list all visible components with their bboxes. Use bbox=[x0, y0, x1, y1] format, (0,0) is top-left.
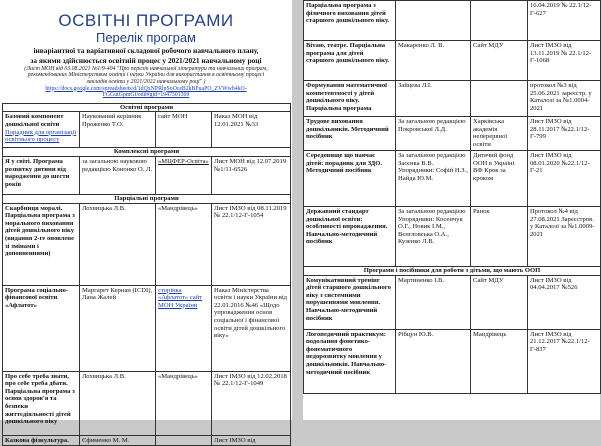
approval-cell: 16.04.2019 № 22.1/12-Г-627 bbox=[528, 1, 601, 41]
author-cell: Макаренко Л. В. bbox=[396, 41, 471, 81]
publisher-link[interactable]: сторінка «Афлатот» сайт МОН України bbox=[156, 285, 212, 371]
program-name-cell bbox=[3, 112, 80, 148]
program-guide-link[interactable]: Порадник для організації освітнього процесу bbox=[5, 128, 77, 144]
author-cell: За загальною редакцією Засєнка В.В. Упорядники: Софій Н.З., Найда Ю.М. bbox=[396, 151, 471, 207]
author-cell: Мартиненко І.В. bbox=[396, 275, 471, 329]
section-partial-programs: Парціальні програми bbox=[3, 194, 291, 203]
approval-cell: Лист ІМЗО від 13.11.2019 № 22.1/12-Г-1068 bbox=[528, 41, 601, 81]
table-row bbox=[304, 275, 601, 329]
table-row bbox=[3, 371, 291, 435]
publisher-cell bbox=[471, 1, 528, 41]
publisher-cell: «МЦФЕР-Освіта» bbox=[156, 156, 212, 194]
approval-cell: протокол №3 від 25.06.2021 зареєстр. у Каталозі за №1.0004-2021 bbox=[528, 81, 601, 117]
table-row bbox=[304, 151, 601, 207]
publisher-cell bbox=[156, 435, 212, 446]
publisher-cell: «Мандрівець» bbox=[156, 371, 212, 435]
table-row bbox=[304, 117, 601, 151]
publisher-cell: «Мандрівець» bbox=[156, 203, 212, 285]
table-row bbox=[3, 285, 291, 371]
approval-cell: Лист МОН від 12.07.2019 №1/11-6526 bbox=[212, 156, 291, 194]
description-line-1: інваріантної та варіативної складової робочого навчального плану, bbox=[33, 46, 259, 55]
publisher-cell: Сайт МДУ bbox=[471, 41, 528, 81]
program-name-cell: Середовище що навчає дітей: порадник для ЗДО. Методичний посібник bbox=[304, 151, 396, 207]
publisher-cell: Ранок bbox=[471, 207, 528, 267]
program-name-cell: Комунікативний тренінг дітей старшого дошкільного віку з системними порушеннями мовлення. Навчально-методичний посібник bbox=[304, 275, 396, 329]
section-header-row bbox=[304, 267, 601, 276]
letter-reference-3: закладів освіти у 2021/2022 навчальному році" ) bbox=[86, 79, 206, 85]
publisher-cell: Сайт МДУ bbox=[471, 275, 528, 329]
table-row bbox=[3, 435, 291, 446]
spreadsheet-link[interactable]: https://docs.google.com/spreadsheets/d/1dQxNPRlpSoOceB2kBFuaPO_ZVWwh4kO-FGGutGpmGf/edit#gid=1947501369 bbox=[45, 85, 247, 99]
program-name-cell: Казкова фізкультура. bbox=[3, 435, 80, 446]
program-name-cell: Трудове виховання дошкільників. Методичний посібник bbox=[304, 117, 396, 151]
table-row bbox=[3, 112, 291, 148]
letter-reference-2: рекомендованих Міністерством освіти і науки України для використання в освітньому процесі bbox=[27, 72, 265, 79]
author-cell: Наукований керівник Проженко Т.О. bbox=[80, 112, 156, 148]
program-name-cell: Скарбниця моралі. Парціальна програма з морального виховання дітей дошкільного віку (видання 2-ге оновлене зі змінами і доповненнями) bbox=[3, 203, 80, 285]
section-header-row bbox=[3, 194, 291, 203]
document-subtitle: Перелік програм bbox=[95, 30, 196, 45]
program-name-cell: Логопедичний практикум: подолання фонетико-фонематичного недорозвитку мовлення у дошкільників. Навчально-методичний посібник bbox=[304, 329, 396, 393]
document-page-left bbox=[0, 0, 292, 444]
programs-table-right bbox=[303, 0, 601, 394]
document-header bbox=[0, 0, 292, 99]
description-line-2: за якими здійснюється освітній процес у 2021/2021 навчальному році bbox=[30, 56, 262, 66]
approval-cell: Лист ІМЗО від 28.11.2017 №22.1/12-Г-799 bbox=[528, 117, 601, 151]
section-header-row bbox=[3, 103, 291, 112]
approval-cell: Лист ІМЗО від 04.04.2017 №526 bbox=[528, 275, 601, 329]
document-title: ОСВІТНІ ПРОГРАМИ bbox=[58, 11, 234, 30]
approval-cell: Лист ІМЗО від 12.02.2018 № 22.1/12-Г-1049 bbox=[212, 371, 291, 435]
author-cell: Маргарет Кернан (ICDI), Лана Жалей bbox=[80, 285, 156, 371]
approval-cell: Лист ІМЗО від 08.01.2020 №22.1/12-Г-21 bbox=[528, 151, 601, 207]
document-page-right bbox=[303, 0, 600, 420]
author-cell: Лохвицька Л.В. bbox=[80, 371, 156, 435]
table-row bbox=[304, 41, 601, 81]
program-name-cell: Парціальна програма з фізичного виховання дітей старшого дошкільного віку. bbox=[304, 1, 396, 41]
approval-cell: Наказ Міністерства освіти і науки України від 22.01.2016 №46 «Щодо упровадження основ соціальної і фінансової освіти дітей дошкільного віку» bbox=[212, 285, 291, 371]
letter-reference-1: (Лист МОН від 03.08.2021 №1/9-404 "Про перелік навчальної літератури та навчальних програм, bbox=[24, 65, 268, 72]
section-header-row bbox=[3, 148, 291, 157]
program-name-cell: Про себе треба знати, про себе треба дбати. Парціальна програма з основ здоров'я та безпеки життєдіяльності дітей дошкільного віку bbox=[3, 371, 80, 435]
approval-cell: Наказ МОН від 12.01.2021 №33 bbox=[212, 112, 291, 148]
section-educational-programs: Освітні програми bbox=[3, 103, 291, 112]
program-name-cell: Державний стандарт дошкільної освіти: особливості впровадження. Навчально-методичний посібник bbox=[304, 207, 396, 267]
author-cell: За загальною редакцією Покровської Л.Д. bbox=[396, 117, 471, 151]
table-row bbox=[304, 329, 601, 393]
program-name-cell: Програма соціально-фінансової освіти «Афлатот» bbox=[3, 285, 80, 371]
author-cell: Рібцун Ю.В. bbox=[396, 329, 471, 393]
program-name-cell: Вітаю, театре. Парціальна програма для дітей старшого дошкільного віку. bbox=[304, 41, 396, 81]
publisher-cell: сайт МОН bbox=[156, 112, 212, 148]
publisher-cell: Харківська академія неперервної освіти bbox=[471, 117, 528, 151]
section-special-needs: Програми і посібники для роботи з дітьми, що мають ООП bbox=[304, 267, 601, 276]
author-cell: Єфименко М. М. bbox=[80, 435, 156, 446]
table-row bbox=[3, 156, 291, 194]
approval-cell: Протокол №4 від 27.08.2021 Зареєстров. у Каталозі за №1.0009-2021 bbox=[528, 207, 601, 267]
approval-cell: Лист ІМЗО від bbox=[212, 435, 291, 446]
publisher-cell: Мандрівець bbox=[471, 329, 528, 393]
program-name-cell: Формування математичної компетентності у дітей дошкільного віку. Парціальна програма bbox=[304, 81, 396, 117]
publisher-cell: Дитячий фонд ООН в Україні ВФ Крок за кроком bbox=[471, 151, 528, 207]
program-name: Базовий компонент дошкільної освіти bbox=[5, 113, 64, 128]
author-cell: Лохвицька Л.В. bbox=[80, 203, 156, 285]
publisher-cell bbox=[471, 81, 528, 117]
approval-cell: Лист ІМЗО від 21.12.2017 №22.1/12-Г-837 bbox=[528, 329, 601, 393]
approval-cell: Лист ІМЗО від 08.11.2019 № 22.1/12-Г-1054 bbox=[212, 203, 291, 285]
table-row bbox=[304, 81, 601, 117]
author-cell: за загальною науковою редакцією Кононко О. Л. bbox=[80, 156, 156, 194]
programs-table-left bbox=[2, 103, 291, 446]
table-row bbox=[304, 207, 601, 267]
author-cell: Зайцева Л.І. bbox=[396, 81, 471, 117]
section-complex-programs: Комплексні програми bbox=[3, 148, 291, 157]
table-row bbox=[304, 1, 601, 41]
author-cell bbox=[396, 1, 471, 41]
table-row bbox=[3, 203, 291, 285]
author-cell: За загальною редакцією Упорядники: Косенчук О.Г., Новик І.М., Вєнгловська О.А., Кузенко Л.В. bbox=[396, 207, 471, 267]
program-name-cell: Я у світі. Програма розвитку дитини від народження до шести років bbox=[3, 156, 80, 194]
